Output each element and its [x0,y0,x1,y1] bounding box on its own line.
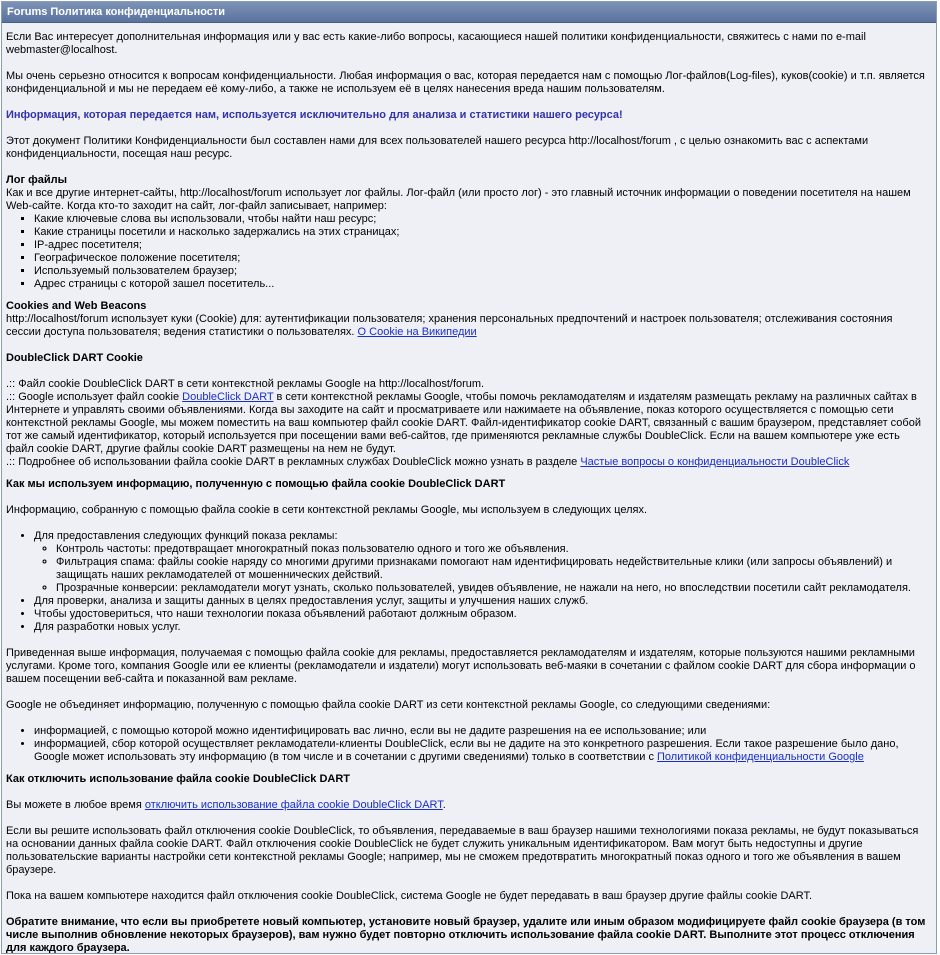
list-item: ▪ Географическое положение посетителя; [34,252,928,265]
list-item: ◦ Контроль частоты: предотвращает многократный показ пользователю одного и того же объявления. [56,543,928,556]
google-privacy-policy-link[interactable]: Политикой конфиденциальности Google [657,751,864,763]
list-item: • Для предоставления следующих функций показа рекламы: ◦ Контроль частоты: предотвращает многократный показ пользователю одного и того же объявления. ◦ Фильтрация спама: файлы cookie наряду со многими другими признаками помогают нам идентифицировать недействительные клики (или запросы объявлений) и защищать наших рекламодателей от мошеннических действий. ◦ Прозрачные конверсии: рекламодатели могут узнать, сколько пользователей, увидев объявление, не нажали на него, но впоследствии посетили сайт рекламодателя. [34,530,928,595]
list-item: • информацией, с помощью которой можно идентифицировать вас лично, если вы не дадите разрешения на ее использование; или [34,725,928,738]
cookies-heading: Cookies and Web Beacons [6,300,147,312]
policy-content [2,23,936,954]
optout-heading: Как отключить использование файла cookie DoubleClick DART [6,773,351,785]
list-item: • информацией, сбор которой осуществляет рекламодатели-клиенты DoubleClick, если вы не дадите на это конкретного разрешения. Если такое разрешение было дано, Google может использовать эту информацию (в том числе и в сочетании с другими сведениями) только в соответствии с Политикой конфиденциальности Google [34,738,928,764]
intro-confidentiality: Мы очень серьезно относится к вопросам конфиденциальности. Любая информация о вас, которая передается нам с помощью Лог-файлов(Log-files), куков(cookie) и т.п. является конфиденциальной и мы не передаем её кому-либо, а также не используем её в целях нанесения вреда нашим пользователям. [6,70,925,95]
logs-text: Как и все другие интернет-сайты, http://localhost/forum использует лог файлы. Лог-файл (или просто лог) - это главный источник информации о поведении посетителя на нашем Web-сайте. Когда кто-то заходит на сайт, лог-файл записывает, например: [6,187,911,212]
list-item: ◦ Фильтрация спама: файлы cookie наряду со многими другими признаками помогают нам идентифицировать недействительные клики (или запросы объявлений) и защищать наших рекламодателей от мошеннических действий. [56,556,928,582]
usage-sublist [34,543,928,595]
usage-heading: Как мы используем информацию, полученную с помощью файла cookie DoubleClick DART [6,478,506,490]
optout-para-2: Пока на вашем компьютере находится файл отключения cookie DoubleClick, система Google не будет передавать в ваш браузер другие файлы cookie DART. [6,890,813,902]
dart-line-1: .:: Файл cookie DoubleClick DART в сети контекстной рекламы Google на http://localhost/forum. [6,378,485,390]
usage-exclusions [6,725,928,764]
cookies-text: http://localhost/forum использует куки (Cookie) для: аутентификации пользователя; хранения персональных предпочтений и настроек пользователя; отслеживания состояния сессии доступа пользователя; ведения статистики о пользователях. О Cookie на Википедии [6,313,893,338]
list-item: ▪ Какие ключевые слова вы использовали, чтобы найти наш ресурс; [34,213,928,226]
list-item: ▪ Используемый пользователем браузер; [34,265,928,278]
usage-para-1: Приведенная выше информация, получаемая с помощью файла cookie для рекламы, предоставляется рекламодателям и издателям, которые пользуются нашими рекламными услугами. Кроме того, компания Google или ее клиенты (рекламодатели и издатели) могут использовать веб-маяки в сочетании с файлом cookie DART для сбора информации о вашем посещении веб-сайта и показанной вам рекламе. [6,647,916,685]
dart-line-2: .:: Google использует файл cookie DoubleClick DART в сети контекстной рекламы Google, чтобы помочь рекламодателям и издателям размещать рекламу на различных сайтах в Интернете и управлять своими объявлениями. Когда вы заходите на сайт и просматриваете или нажимаете на объявление, показ которого осуществляется с помощью сети контекстной рекламы Google, мы можем поместить на ваш компьютер файл cookie DART. Файл-идентификатор cookie DART, связанный с вашим браузером, представляет собой тот же самый идентификатор, который используется при посещении вами веб-сайтов, где применяются рекламные службы DoubleClick. Если на вашем компьютере уже есть файл cookie DART, другие файлы cookie DART размещены на нем не будут. [6,391,921,455]
intro-contact: Если Вас интересует дополнительная информация или у вас есть какие-либо вопросы, касающиеся нашей политики конфиденциальности, свяжитесь с нами по e-mail webmaster@localhost. [6,31,866,56]
list-item: ▪ IP-адрес посетителя; [34,239,928,252]
usage-list [6,530,928,634]
dart-line-3: .:: Подробнее об использовании файла cookie DART в рекламных службах DoubleClick можно узнать в разделе Частые вопросы о конфиденциальности DoubleClick [6,456,850,468]
policy-panel [1,1,937,954]
list-item: • Чтобы удостовериться, что наши технологии показа объявлений работают должным образом. [34,608,928,621]
doubleclick-dart-link[interactable]: DoubleClick DART [182,391,274,403]
lead-statement: Информация, которая передается нам, используется исключительно для анализа и статистики нашего ресурса! [6,109,623,121]
page-title: Forums Политика конфиденциальности [2,2,936,23]
usage-intro: Информацию, собранную с помощью файла cookie в сети контекстной рекламы Google, мы используем в следующих целях. [6,504,648,516]
cookie-wikipedia-link[interactable]: О Cookie на Википедии [357,326,477,338]
usage-para-2: Google не объединяет информацию, полученную с помощью файла cookie DART из сети контекстной рекламы Google, со следующими сведениями: [6,699,771,711]
list-item: ▪ Адрес страницы с которой зашел посетитель... [34,278,928,291]
doubleclick-faq-link[interactable]: Частые вопросы о конфиденциальности DoubleClick [580,456,850,468]
logs-heading: Лог файлы [6,174,67,186]
list-item: ▪ Какие страницы посетили и насколько задержались на этих страницах; [34,226,928,239]
intro-document: Этот документ Политики Конфиденциальности был составлен нами для всех пользователей нашего ресурса http://localhost/forum , с целью ознакомить вас с аспектами конфиденциальности, посещая наш ресурс. [6,135,869,160]
optout-note: Обратите внимание, что если вы приобретете новый компьютер, установите новый браузер, удалите или иным образом модифицируете файл cookie браузера (в том числе выполнив обновление некоторых браузеров), вам нужно будет повторно отключить использование файла cookie DART. Выполните этот процесс отключения для каждого браузера. [6,916,926,954]
logs-list [6,213,928,291]
list-item: • Для проверки, анализа и защиты данных в целях предоставления услуг, защиты и улучшения наших служб. [34,595,928,608]
list-item: ◦ Прозрачные конверсии: рекламодатели могут узнать, сколько пользователей, увидев объявление, не нажали на него, но впоследствии посетили сайт рекламодателя. [56,582,928,595]
optout-link[interactable]: отключить использование файла cookie DoubleClick DART [144,799,443,811]
optout-line: Вы можете в любое время отключить использование файла cookie DoubleClick DART. [6,799,446,811]
list-item: • Для разработки новых услуг. [34,621,928,634]
optout-para-1: Если вы решите использовать файл отключения cookie DoubleClick, то объявления, передаваемые в ваш браузер нашими технологиями показа рекламы, не будут показываться на основании данных файла cookie DART. Файл отключения cookie DoubleClick не будет служить уникальным идентификатором. Вам могут быть недоступны и другие пользовательские варианты настройки сети контекстной рекламы Google; например, мы не сможем предотвратить многократный показ одного и того же объявления в вашем браузере. [6,825,919,876]
dart-heading: DoubleClick DART Cookie [6,352,143,364]
